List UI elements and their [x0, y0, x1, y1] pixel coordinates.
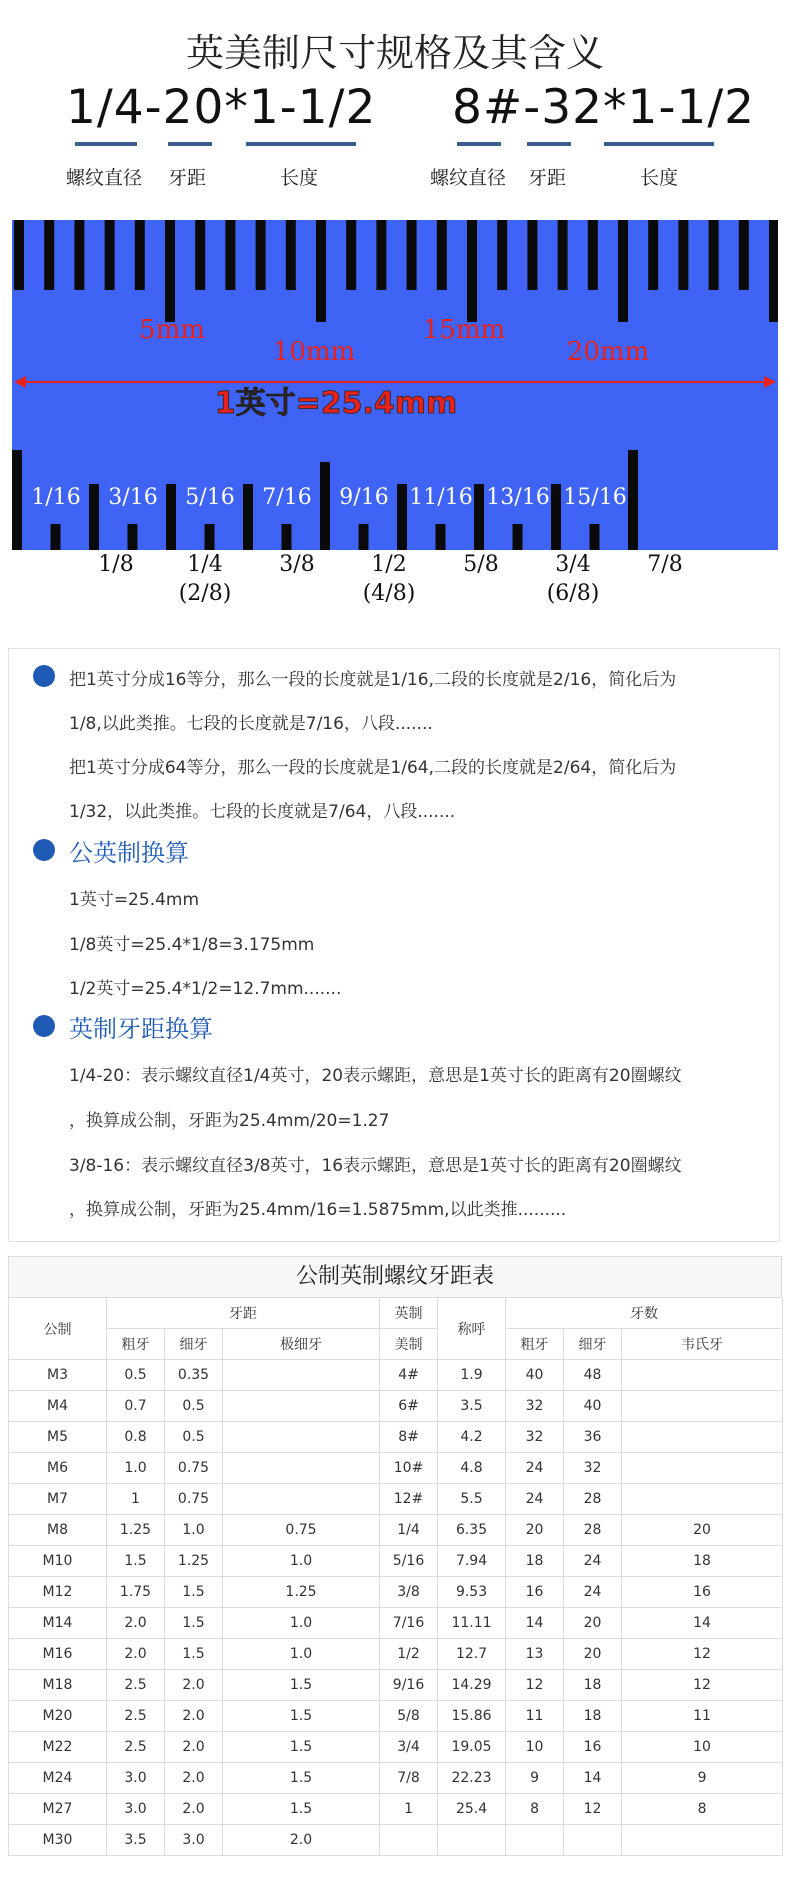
table-row — [9, 1670, 783, 1701]
table-cell: M10 — [9, 1546, 107, 1577]
header-fine: 细牙 — [165, 1329, 223, 1360]
table-cell: 22.23 — [438, 1763, 506, 1794]
mm-tick — [739, 220, 749, 290]
table-cell: 2.0 — [223, 1825, 380, 1856]
table-cell: M12 — [9, 1577, 107, 1608]
table-cell: 18 — [564, 1670, 622, 1701]
sixteenth-label: 5/16 — [185, 485, 235, 510]
table-cell: M16 — [9, 1639, 107, 1670]
table-cell: 1.0 — [165, 1515, 223, 1546]
table-cell: 14.29 — [438, 1670, 506, 1701]
sixteenth-label: 7/16 — [262, 485, 312, 510]
table-cell: M6 — [9, 1453, 107, 1484]
mm-tick — [105, 220, 115, 290]
table-cell: 16 — [564, 1732, 622, 1763]
inch-tick — [282, 524, 292, 550]
mm-tick — [74, 220, 84, 290]
pitch2-line2: ，换算成公制，牙距为25.4mm/16=1.5875mm,以此类推......... — [69, 1200, 567, 1220]
table-cell: 28 — [564, 1515, 622, 1546]
mm-tick — [165, 220, 175, 322]
table-cell: 0.5 — [165, 1391, 223, 1422]
table-title: 公制英制螺纹牙距表 — [8, 1256, 782, 1297]
table-cell: 1.5 — [223, 1794, 380, 1825]
table-cell: 0.5 — [107, 1360, 165, 1391]
table-cell: 16 — [506, 1577, 564, 1608]
table-cell: 14 — [564, 1763, 622, 1794]
table-cell: 4.8 — [438, 1453, 506, 1484]
header-tpi-coarse: 粗牙 — [506, 1329, 564, 1360]
table-cell: 9 — [622, 1763, 783, 1794]
table-cell: 18 — [506, 1546, 564, 1577]
conversion-line-1: 1英寸=25.4mm — [69, 890, 200, 910]
label-length-1: 长度 — [280, 167, 319, 189]
mm-tick — [497, 220, 507, 290]
table-row — [9, 1732, 783, 1763]
table-cell — [223, 1360, 380, 1391]
para1-line1: 把1英寸分成16等分，那么一段的长度就是1/16,二段的长度就是2/16，简化后为 — [69, 670, 677, 690]
table-cell: 12 — [622, 1670, 783, 1701]
code-example-1: 1/4-20*1-1/2 — [66, 80, 377, 135]
mm-tick — [678, 220, 688, 290]
table-row — [9, 1546, 783, 1577]
eighth-label-7-8: 7/8 — [647, 552, 683, 577]
table-cell: 2.0 — [165, 1732, 223, 1763]
table-cell: 0.5 — [165, 1422, 223, 1453]
mm-tick — [346, 220, 356, 290]
inch-tick — [128, 524, 138, 550]
table-cell: 0.75 — [165, 1484, 223, 1515]
table-row — [9, 1763, 783, 1794]
table-row — [9, 1453, 783, 1484]
sixteenth-label: 15/16 — [563, 485, 627, 510]
table-cell: 1.75 — [107, 1577, 165, 1608]
table-cell: M5 — [9, 1422, 107, 1453]
mm-tick — [467, 220, 477, 322]
table-body — [9, 1360, 783, 1856]
table-cell: 2.0 — [165, 1763, 223, 1794]
table-cell: 24 — [506, 1484, 564, 1515]
table-cell: 0.75 — [223, 1515, 380, 1546]
table-cell — [223, 1391, 380, 1422]
heading-pitch-conversion: 英制牙距换算 — [69, 1015, 213, 1043]
table-cell: 6.35 — [438, 1515, 506, 1546]
eighth-label-5-8: 5/8 — [463, 552, 499, 577]
table-cell: 11 — [506, 1701, 564, 1732]
table-row — [9, 1701, 783, 1732]
bullet-dot — [33, 839, 55, 861]
table-cell: 1.0 — [107, 1453, 165, 1484]
table-cell: 9 — [506, 1763, 564, 1794]
underline-diameter-1 — [75, 142, 137, 146]
mm-tick — [769, 220, 778, 322]
table-row — [9, 1639, 783, 1670]
table-cell: 24 — [564, 1577, 622, 1608]
table-cell — [622, 1422, 783, 1453]
table-cell: 3.5 — [107, 1825, 165, 1856]
inch-tick — [166, 484, 176, 550]
table-cell: 25.4 — [438, 1794, 506, 1825]
table-cell: 1.0 — [223, 1639, 380, 1670]
table-cell — [564, 1825, 622, 1856]
inch-tick — [397, 484, 407, 550]
mm-tick — [376, 220, 386, 290]
inch-equals-label: 1英寸=25.4mm — [214, 386, 458, 421]
table-cell: 1.5 — [165, 1577, 223, 1608]
bullet-dot — [33, 665, 55, 687]
table-cell: 19.05 — [438, 1732, 506, 1763]
table-cell: 12 — [622, 1639, 783, 1670]
table-cell: 12# — [380, 1484, 438, 1515]
mm-tick — [618, 220, 628, 322]
table-cell — [438, 1825, 506, 1856]
table-cell: 2.0 — [165, 1701, 223, 1732]
table-cell: M3 — [9, 1360, 107, 1391]
table-cell: M4 — [9, 1391, 107, 1422]
table-cell: 1.0 — [223, 1608, 380, 1639]
table-cell: M24 — [9, 1763, 107, 1794]
table-cell: 3.0 — [107, 1763, 165, 1794]
table-cell: 10 — [622, 1732, 783, 1763]
underline-diameter-2 — [457, 142, 501, 146]
table-row — [9, 1391, 783, 1422]
inch-tick — [628, 450, 638, 550]
table-cell: 18 — [564, 1701, 622, 1732]
mm-tick — [407, 220, 417, 290]
pitch-table-section — [8, 1256, 782, 1856]
table-cell: 15.86 — [438, 1701, 506, 1732]
table-cell: 1.9 — [438, 1360, 506, 1391]
table-row — [9, 1608, 783, 1639]
mm-tick — [225, 220, 235, 290]
mm-label-5: 5mm — [139, 315, 205, 345]
mm-label-20: 20mm — [566, 337, 650, 367]
table-cell: 2.0 — [107, 1608, 165, 1639]
inch-tick — [205, 524, 215, 550]
inch-tick — [51, 524, 61, 550]
table-cell: 24 — [506, 1453, 564, 1484]
mm-tick — [135, 220, 145, 290]
table-cell: M30 — [9, 1825, 107, 1856]
table-cell: 4.2 — [438, 1422, 506, 1453]
table-cell: 7.94 — [438, 1546, 506, 1577]
header-american: 美制 — [380, 1329, 438, 1360]
table-cell: 20 — [622, 1515, 783, 1546]
ruler-diagram — [12, 220, 778, 550]
table-cell: 2.5 — [107, 1732, 165, 1763]
table-cell: 1.5 — [107, 1546, 165, 1577]
eighth-label-1-2: 1/2 — [371, 552, 407, 577]
header-extra-fine: 极细牙 — [223, 1329, 380, 1360]
table-cell: 40 — [506, 1360, 564, 1391]
table-cell: 5/16 — [380, 1546, 438, 1577]
table-cell: 9/16 — [380, 1670, 438, 1701]
table-row — [9, 1484, 783, 1515]
sixteenth-label: 3/16 — [108, 485, 158, 510]
table-cell: 14 — [622, 1608, 783, 1639]
table-cell: M20 — [9, 1701, 107, 1732]
table-cell — [622, 1391, 783, 1422]
table-cell: M14 — [9, 1608, 107, 1639]
table-cell: 0.35 — [165, 1360, 223, 1391]
table-cell — [380, 1825, 438, 1856]
inch-tick — [359, 524, 369, 550]
table-cell — [223, 1484, 380, 1515]
mm-tick — [437, 220, 447, 290]
table-cell: 36 — [564, 1422, 622, 1453]
mm-tick — [44, 220, 54, 290]
label-pitch-1: 牙距 — [168, 167, 207, 189]
table-cell: 32 — [564, 1453, 622, 1484]
table-cell: 12 — [564, 1794, 622, 1825]
table-cell: 1.5 — [165, 1608, 223, 1639]
table-cell: 1 — [380, 1794, 438, 1825]
table-cell: 1.25 — [165, 1546, 223, 1577]
ruler-svg — [12, 220, 778, 550]
label-length-2: 长度 — [640, 167, 679, 189]
table-cell: M7 — [9, 1484, 107, 1515]
table-cell: 3/4 — [380, 1732, 438, 1763]
table-cell — [223, 1453, 380, 1484]
inch-tick — [590, 524, 600, 550]
table-row — [9, 1515, 783, 1546]
para1-line2: 1/8,以此类推。七段的长度就是7/16，八段....... — [69, 714, 433, 734]
table-cell: 2.0 — [165, 1670, 223, 1701]
table-cell: 8 — [506, 1794, 564, 1825]
table-cell: 1/4 — [380, 1515, 438, 1546]
sixteenth-label: 11/16 — [409, 485, 473, 510]
table-cell: 10# — [380, 1453, 438, 1484]
conversion-line-3: 1/2英寸=25.4*1/2=12.7mm....... — [69, 979, 342, 999]
mm-tick — [195, 220, 205, 290]
mm-ticks — [14, 220, 778, 322]
table-cell: 40 — [564, 1391, 622, 1422]
table-cell: 2.5 — [107, 1701, 165, 1732]
table-cell: 11 — [622, 1701, 783, 1732]
table-cell: 2.5 — [107, 1670, 165, 1701]
thread-pitch-table — [8, 1297, 783, 1856]
table-cell: 18 — [622, 1546, 783, 1577]
header-imperial: 英制 — [380, 1298, 438, 1329]
table-cell: 12 — [506, 1670, 564, 1701]
arrow-left-head — [14, 376, 26, 388]
table-cell: 20 — [564, 1639, 622, 1670]
label-diameter-1: 螺纹直径 — [66, 167, 143, 189]
mm-tick — [588, 220, 598, 290]
table-cell: 7/8 — [380, 1763, 438, 1794]
mm-tick — [286, 220, 296, 290]
code-example-2: 8#-32*1-1/2 — [452, 80, 756, 135]
table-cell: 9.53 — [438, 1577, 506, 1608]
page-title: 英美制尺寸规格及其含义 — [185, 31, 604, 75]
underline-pitch-1 — [168, 142, 212, 146]
table-cell: 1.5 — [165, 1639, 223, 1670]
table-row — [9, 1825, 783, 1856]
header-tpi-fine: 细牙 — [564, 1329, 622, 1360]
eighth-label-3-8: 3/8 — [279, 552, 315, 577]
pitch1-line1: 1/4-20：表示螺纹直径1/4英寸，20表示螺距，意思是1英寸长的距离有20圈螺纹 — [69, 1066, 682, 1086]
table-cell: 32 — [506, 1422, 564, 1453]
label-diameter-2: 螺纹直径 — [430, 167, 507, 189]
mm-label-10: 10mm — [272, 337, 356, 367]
table-cell: 8# — [380, 1422, 438, 1453]
eighth-sub-label-2-8: (2/8) — [178, 581, 232, 606]
header-metric: 公制 — [9, 1298, 107, 1360]
heading-conversion: 公英制换算 — [69, 839, 189, 867]
table-row — [9, 1360, 783, 1391]
conversion-line-2: 1/8英寸=25.4*1/8=3.175mm — [69, 935, 315, 955]
table-cell: 1/2 — [380, 1639, 438, 1670]
inch-tick — [551, 484, 561, 550]
table-cell: 3/8 — [380, 1577, 438, 1608]
para2-line1: 把1英寸分成64等分，那么一段的长度就是1/64,二段的长度就是2/64，简化后为 — [69, 758, 677, 778]
para2-line2: 1/32，以此类推。七段的长度就是7/64，八段....... — [69, 802, 456, 822]
arrow-right-head — [764, 376, 776, 388]
sixteenth-label: 13/16 — [486, 485, 550, 510]
table-cell: 10 — [506, 1732, 564, 1763]
table-cell — [223, 1422, 380, 1453]
table-cell: 2.0 — [107, 1639, 165, 1670]
sixteenth-label: 1/16 — [31, 485, 81, 510]
table-cell: 28 — [564, 1484, 622, 1515]
table-row — [9, 1422, 783, 1453]
mm-tick — [256, 220, 266, 290]
table-cell: 5/8 — [380, 1701, 438, 1732]
table-cell: 4# — [380, 1360, 438, 1391]
inch-tick — [243, 484, 253, 550]
table-cell: M27 — [9, 1794, 107, 1825]
inch-tick — [89, 484, 99, 550]
table-cell: 1.5 — [223, 1701, 380, 1732]
info-panel — [8, 648, 780, 1242]
table-cell: 1.0 — [223, 1546, 380, 1577]
table-cell: 1.25 — [107, 1515, 165, 1546]
header-coarse: 粗牙 — [107, 1329, 165, 1360]
inch-tick — [320, 462, 330, 550]
pitch2-line1: 3/8-16：表示螺纹直径3/8英寸，16表示螺距，意思是1英寸长的距离有20圈螺纹 — [69, 1156, 682, 1176]
underline-pitch-2 — [527, 142, 571, 146]
mm-tick — [648, 220, 658, 290]
eighth-label-3-4: 3/4 — [555, 552, 591, 577]
table-cell: M8 — [9, 1515, 107, 1546]
inch-tick — [513, 524, 523, 550]
mm-tick — [709, 220, 719, 290]
label-pitch-2: 牙距 — [528, 167, 567, 189]
table-cell: M18 — [9, 1670, 107, 1701]
underline-length-2 — [604, 142, 714, 146]
table-cell: 2.0 — [165, 1794, 223, 1825]
table-cell — [622, 1484, 783, 1515]
header-whitworth: 韦氏牙 — [622, 1329, 783, 1360]
table-cell: 1 — [107, 1484, 165, 1515]
mm-label-15: 15mm — [422, 315, 506, 345]
eighth-sub-label-4-8: (4/8) — [362, 581, 416, 606]
table-cell: 16 — [622, 1577, 783, 1608]
table-cell — [622, 1825, 783, 1856]
table-cell: 14 — [506, 1608, 564, 1639]
table-cell: 3.0 — [165, 1825, 223, 1856]
table-row — [9, 1577, 783, 1608]
table-cell: 1.5 — [223, 1763, 380, 1794]
table-cell: 11.11 — [438, 1608, 506, 1639]
table-cell: 20 — [564, 1608, 622, 1639]
eighth-label-1-8: 1/8 — [98, 552, 134, 577]
table-cell: 13 — [506, 1639, 564, 1670]
inch-tick — [12, 450, 22, 550]
table-cell: 3.0 — [107, 1794, 165, 1825]
table-cell: M22 — [9, 1732, 107, 1763]
table-cell: 48 — [564, 1360, 622, 1391]
table-cell: 1.25 — [223, 1577, 380, 1608]
mm-tick — [527, 220, 537, 290]
mm-tick — [14, 220, 24, 290]
table-cell: 3.5 — [438, 1391, 506, 1422]
table-cell: 0.8 — [107, 1422, 165, 1453]
table-cell — [622, 1360, 783, 1391]
header-nominal: 称呼 — [438, 1298, 506, 1360]
table-cell — [506, 1825, 564, 1856]
header-tpi-group: 牙数 — [506, 1298, 783, 1329]
inch-tick — [436, 524, 446, 550]
table-cell: 8 — [622, 1794, 783, 1825]
table-cell: 5.5 — [438, 1484, 506, 1515]
table-cell: 24 — [564, 1546, 622, 1577]
underline-length-1 — [246, 142, 356, 146]
sixteenth-label: 9/16 — [339, 485, 389, 510]
table-cell: 1.5 — [223, 1732, 380, 1763]
table-row — [9, 1794, 783, 1825]
table-cell: 20 — [506, 1515, 564, 1546]
table-cell: 1.5 — [223, 1670, 380, 1701]
pitch1-line2: ，换算成公制，牙距为25.4mm/20=1.27 — [69, 1111, 390, 1131]
inch-tick — [474, 484, 484, 550]
eighth-sub-label-6-8: (6/8) — [546, 581, 600, 606]
table-cell: 12.7 — [438, 1639, 506, 1670]
table-cell: 0.75 — [165, 1453, 223, 1484]
bullet-dot — [33, 1015, 55, 1037]
mm-tick — [316, 220, 326, 322]
header-pitch-group: 牙距 — [107, 1298, 380, 1329]
mm-tick — [558, 220, 568, 290]
table-cell: 0.7 — [107, 1391, 165, 1422]
table-cell — [622, 1453, 783, 1484]
table-cell: 6# — [380, 1391, 438, 1422]
eighth-label-1-4: 1/4 — [187, 552, 223, 577]
table-cell: 7/16 — [380, 1608, 438, 1639]
table-cell: 32 — [506, 1391, 564, 1422]
